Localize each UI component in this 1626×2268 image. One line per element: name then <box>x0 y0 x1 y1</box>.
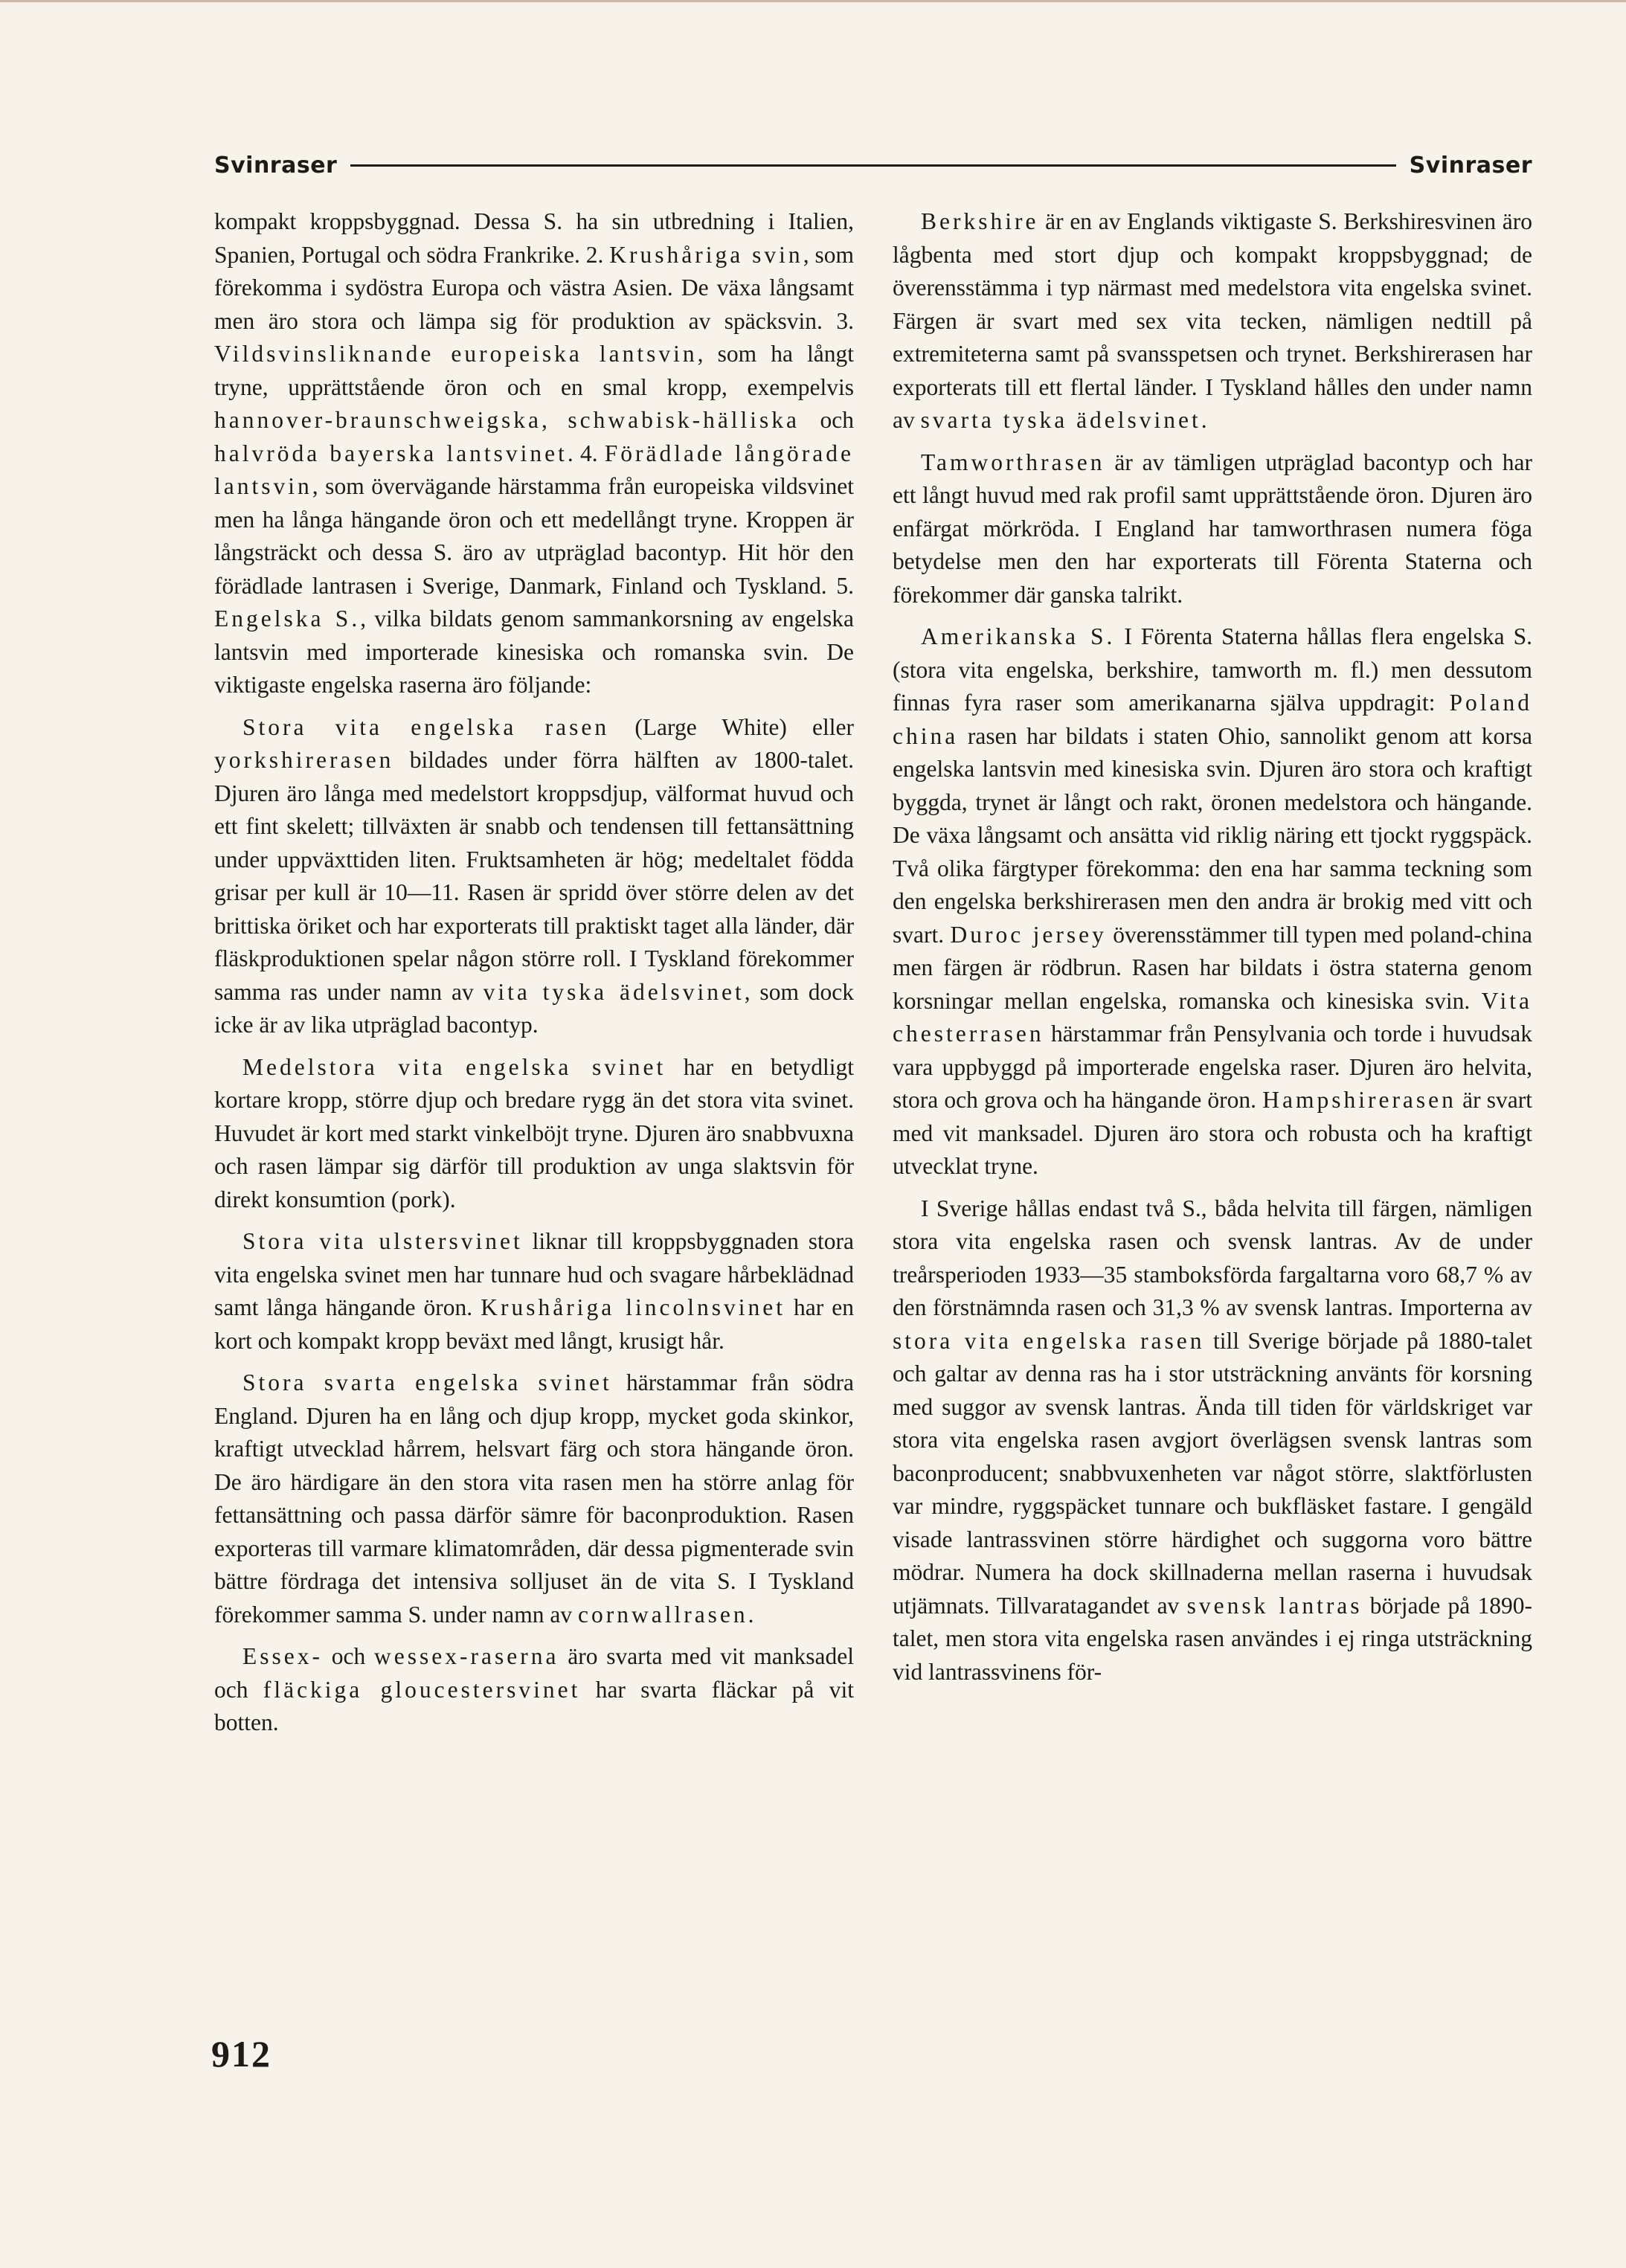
spaced-term: Poland china <box>893 690 1532 749</box>
running-head-right: Svinraser <box>1409 152 1532 179</box>
spaced-term: Medelstora vita engelska svinet <box>242 1053 666 1080</box>
running-head-rule <box>350 164 1395 167</box>
running-head <box>214 149 1532 181</box>
spaced-term: cornwallrasen <box>578 1601 748 1628</box>
text: , som förekomma i sydöstra Europa och västra Asien. De växa långsamt men äro stora och lämpa sig för produktion av späcksvin. 3. <box>214 241 854 334</box>
spaced-term: Förädlade långörade lantsvin <box>214 440 855 499</box>
paragraph <box>893 446 1532 612</box>
text: är av tämligen utpräglad bacontyp och har ett långt huvud med rak profil samt upprättstående öron. Djuren äro enfärgat mörkröda. I England har tamworthrasen numera föga betydelse men den har exporterats till Förenta Staterna och förekommer där ganska talrikt. <box>893 449 1532 608</box>
spaced-term: schwabisk-hälliska <box>568 407 800 433</box>
text: härstammar från Pensylvania och torde i huvudsak vara uppbyggd på importerade engelska raser. Djuren äro helvita, stora och grova och ha hängande öron. <box>893 1021 1532 1113</box>
paragraph <box>214 1640 854 1740</box>
text: äro svarta med vit manksadel och <box>214 1643 854 1703</box>
spaced-term: Berkshire <box>921 208 1039 234</box>
text: rasen har bildats i staten Ohio, sannolikt genom att korsa engelska lantsvin med kinesiska svin. Djuren äro stora och kraftigt byggda, trynet är långt och rakt, öronen medelstora och hängande. De växa långsamt och ansätta vid riklig näring ett tjockt ryggspäck. Två olika färgtyper förekomma: den ena har samma teckning som den engelska berkshirerasen men den andra är brokig med vitt och svart. <box>893 722 1532 948</box>
text: . 4. <box>567 440 605 466</box>
paragraph <box>893 620 1532 1183</box>
text: , som övervägande härstamma från europeiska vildsvinet men ha långa hängande öron och ett medellångt tryne. Kroppen är långsträckt och dessa S. äro av utpräglad bacontyp. Hit hör den förädlade lantrasen i Sverige, Danmark, Finland och Tyskland. 5. <box>214 473 854 599</box>
spaced-term: Stora vita engelska rasen <box>242 713 610 740</box>
spaced-term: svarta tyska ädelsvinet <box>920 407 1201 433</box>
spaced-term: Engelska S. <box>214 605 361 632</box>
spaced-term: yorkshirerasen <box>214 747 394 773</box>
text: (Large White) eller <box>609 713 854 740</box>
text: . <box>1201 407 1207 433</box>
spaced-term: svensk lantras <box>1186 1592 1363 1619</box>
spaced-term: Krushåriga svin <box>609 241 803 268</box>
text: överensstämmer till typen med poland-china men färgen är rödbrun. Rasen har bildats i östra staterna genom korsningar mellan engelska, romanska och kinesiska svin. <box>893 921 1532 1014</box>
spaced-term: stora vita engelska rasen <box>893 1327 1205 1354</box>
text: , <box>542 407 568 433</box>
text: kompakt kroppsbyggnad. Dessa S. ha sin utbredning i Italien, Spanien, Portugal och södra Frankrike. 2. <box>214 208 854 268</box>
spaced-term: Hampshirerasen <box>1262 1087 1456 1113</box>
spaced-term: wessex-raserna <box>374 1643 559 1669</box>
paragraph <box>214 711 854 1042</box>
text: bildades under förra hälften av 1800-talet. Djuren äro långa med medelstort kroppsdjup, välformat huvud och ett fint skelett; tillväxten är snabb och tendensen till fettansättning under uppväxttiden liten. Fruktsamheten är hög; medeltalet födda grisar per kull är 10—11. Rasen är spridd över större delen av det brittiska öriket och har exporterats till praktiskt taget alla länder, där fläskproduktionen spelar någon större roll. I Tyskland förekommer samma ras under namn av <box>214 747 854 1005</box>
spaced-term: vita tyska ädelsvinet <box>483 978 745 1005</box>
spaced-term: Tamworthrasen <box>921 449 1105 475</box>
paragraph <box>214 1366 854 1631</box>
text: , som dock icke är av lika utpräglad bacontyp. <box>214 978 855 1038</box>
spaced-term: Stora svarta engelska svinet <box>242 1369 612 1395</box>
paragraph <box>893 205 1532 437</box>
text: är svart med vit manksadel. Djuren äro stora och robusta och ha kraftigt utvecklat tryne. <box>893 1087 1532 1179</box>
text: liknar till kroppsbyggnaden stora vita engelska svinet men har tunnare hud och svagare hårbeklädnad samt långa hängande öron. <box>214 1228 854 1320</box>
text: och <box>800 407 854 433</box>
text: till Sverige började på 1880-talet och galtar av denna ras ha i stor utsträckning använts för korsning med suggor av svensk lantras. Ända till tiden för världskriget var stora vita engelska rasen avgjort överlägsen svensk lantras som baconproducent; snabbvuxenheten var något större, slaktförlusten var mindre, ryggspäcket tunnare och bukfläsket fastare. I gengäld visade lantrassvinen större härdighet och suggorna voro bättre mödrar. Numera ha dock skillnaderna mellan raserna i huvudsak utjämnats. Tillvaratagandet av <box>893 1327 1532 1619</box>
spaced-term: Essex- <box>242 1643 323 1669</box>
text: , vilka bildats genom sammankorsning av engelska lantsvin med importerade kinesiska och romanska svin. De viktigaste engelska raserna äro följande: <box>214 605 854 698</box>
spaced-term: Vildsvinsliknande europeiska lantsvin <box>214 341 698 367</box>
text: . <box>748 1601 754 1628</box>
spaced-term: Duroc jersey <box>950 921 1107 948</box>
text: har svarta fläckar på vit botten. <box>214 1676 854 1735</box>
text: I Sverige hållas endast två S., båda helvita till färgen, nämligen stora vita engelska rasen och svensk lantras. Av de under treårsperioden 1933—35 stamboksförda fargaltarna voro 68,7 % av den förstnämnda rasen och 31,3 % av svensk lantras. Importerna av <box>893 1195 1532 1320</box>
spaced-term: Stora vita ulstersvinet <box>242 1228 523 1254</box>
text: härstammar från södra England. Djuren ha en lång och djup kropp, mycket goda skinkor, kraftigt utvecklad hårrem, helsvart färg och stora hängande öron. De äro härdigare än den stora vita rasen men ha större anlag för fettansättning och passa därför sämre för baconproduktion. Rasen exporteras till varmare klimatområden, där dessa pigmenterade svin bättre fördraga det intensiva solljuset än de vita S. I Tyskland förekommer samma S. under namn av <box>214 1369 854 1628</box>
text: har en betydligt kortare kropp, större djup och bredare rygg än det stora vita svinet. Huvudet är kort med starkt vinkelböjt tryne. Djuren äro snabbvuxna och rasen lämpar sig därför till produktion av unga slaktsvin för direkt konsumtion (pork). <box>214 1053 854 1212</box>
spaced-term: Amerikanska S. <box>921 623 1116 649</box>
text: har en kort och kompakt kropp beväxt med långt, krusigt hår. <box>214 1294 855 1354</box>
left-column <box>214 205 854 1749</box>
top-edge-rule <box>0 0 1626 2</box>
text: , som ha långt tryne, upprättstående öron och en smal kropp, exempelvis <box>214 341 854 400</box>
text: är en av Englands viktigaste S. Berkshiresvinen äro lågbenta med stort djup och kompakt kroppsbyggnad; de överensstämma i typ närmast med medelstora vita engelska svinet. Färgen är svart med sex vita tecken, nämligen nedtill på extremiteterna samt på svansspetsen och trynet. Berkshirerasen har exporterats till ett flertal länder. I Tyskland hålles den under namn av <box>893 208 1532 433</box>
running-head-left: Svinraser <box>214 152 338 179</box>
paragraph <box>893 1192 1532 1689</box>
spaced-term: hannover-braunschweigska <box>214 407 542 433</box>
paragraph <box>214 1051 854 1217</box>
spaced-term: Krushåriga lincolnsvinet <box>481 1294 785 1320</box>
paragraph <box>214 205 854 702</box>
text: I Förenta Staterna hållas flera engelska S. (stora vita engelska, berkshire, tamworth m. fl.) men dessutom finnas fyra raser som amerikanarna själva uppdragit: <box>893 623 1532 716</box>
right-column <box>893 205 1532 1697</box>
page-number: 912 <box>211 2033 271 2075</box>
spaced-term: Vita chesterrasen <box>893 987 1532 1047</box>
spaced-term: halvröda bayerska lantsvinet <box>214 440 568 466</box>
text: och <box>322 1643 375 1669</box>
spaced-term: fläckiga gloucestersvinet <box>263 1676 581 1703</box>
paragraph <box>214 1225 854 1358</box>
text: började på 1890-talet, men stora vita engelska rasen användes i ej ringa utsträckning vid lantrassvinens för- <box>893 1592 1532 1685</box>
